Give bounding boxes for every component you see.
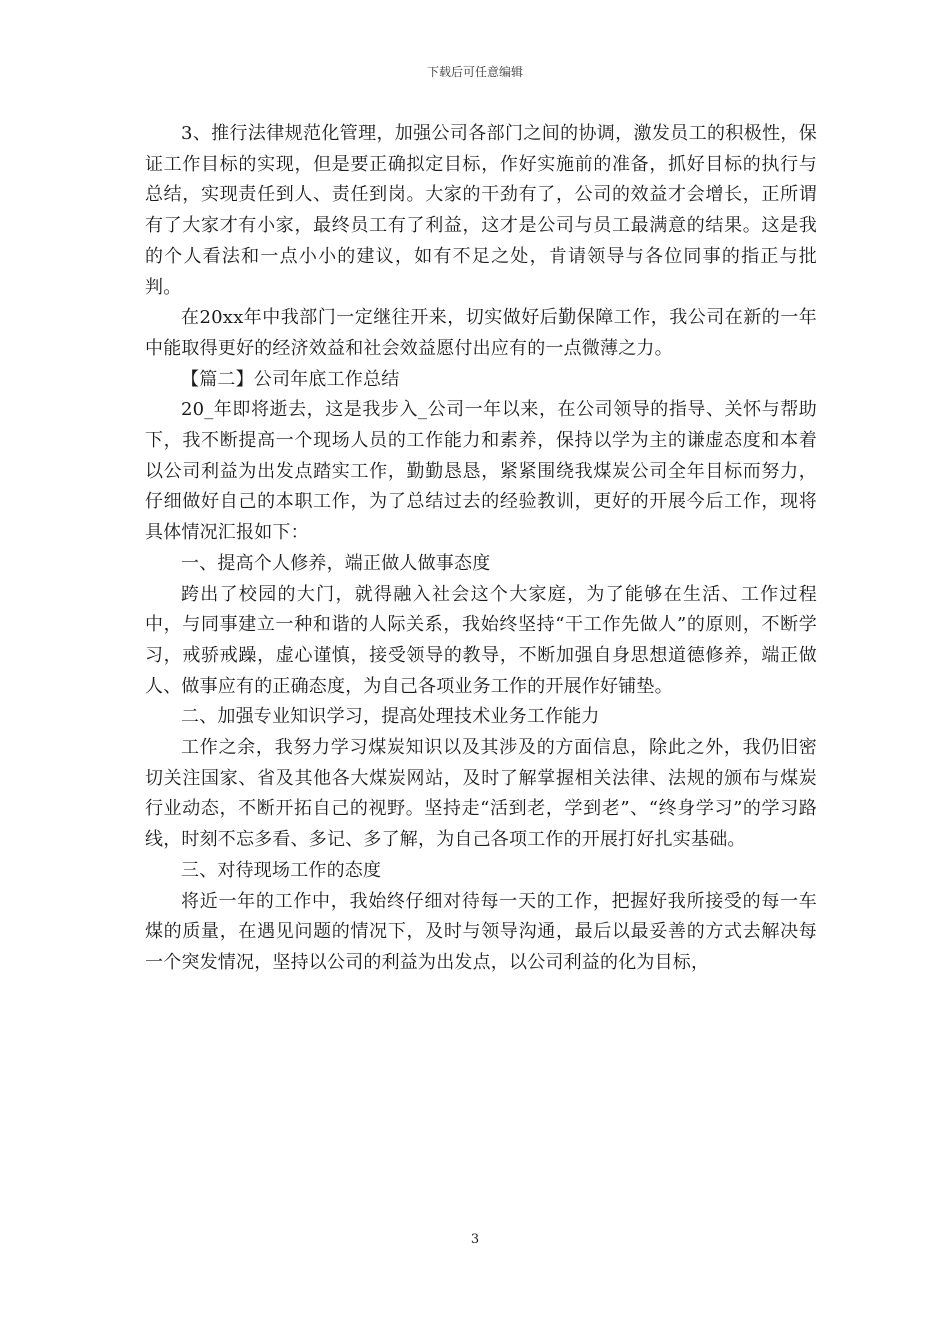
page-header: 下载后可任意编辑 [426,65,523,79]
paragraph-management: 3、推行法律规范化管理，加强公司各部门之间的协调，激发员工的积极性，保证工作目标的实现，但是要正确拟定目标，作好实施前的准备，抓好目标的执行与总结，实现责任到人、责任到岗。大家的干劲有了，公司的效益才会增长，正所谓有了大家才有小家，最终员工有了利益，这才是公司与员工最满意的结果。这是我的个人看法和一点小小的建议，如有不足之处，肯请领导与各位同事的指正与批判。 [145,123,817,298]
paragraph-professional-learning: 工作之余，我努力学习煤炭知识以及其涉及的方面信息，除此之外，我仍旧密切关注国家、省及其他各大煤炭网站，及时了解掌握相关法律、法规的颁布与煤炭行业动态，不断开拓自己的视野。坚持走“活到老，学到老”、“终身学习”的学习路线，时刻不忘多看、多记、多了解，为自己各项工作的开展打好扎实基础。 [145,737,817,851]
section-heading-part-two: 【篇二】公司年底工作总结 [181,368,400,390]
subheading-field-work: 三、对待现场工作的态度 [181,859,382,881]
subheading-professional-learning: 二、加强专业知识学习，提高处理技术业务工作能力 [181,706,600,728]
paragraph-field-work: 将近一年的工作中，我始终仔细对待每一天的工作，把握好我所接受的每一车煤的质量，在遇见问题的情况下，及时与领导沟通，最后以最妥善的方式去解决每一个突发情况，坚持以公司的利益为出发点，以公司利益的化为目标， [145,890,817,973]
paragraph-intro: 20_年即将逝去，这是我步入_公司一年以来，在公司领导的指导、关怀与帮助下，我不断提高一个现场人员的工作能力和素养，保持以学为主的谦虚态度和本着以公司利益为出发点踏实工作，勤勤恳恳，紧紧围绕我煤炭公司全年目标而努力，仔细做好自己的本职工作，为了总结过去的经验教训，更好的开展今后工作，现将具体情况汇报如下： [145,399,817,544]
paragraph-personal-cultivation: 跨出了校园的大门，就得融入社会这个大家庭，为了能够在生活、工作过程中，与同事建立一种和谐的人际关系，我始终坚持“干工作先做人”的原则，不断学习，戒骄戒躁，虚心谨慎，接受领导的教导，不断加强自身思想道德修养，端正做人、做事应有的正确态度，为自己各项业务工作的开展作好铺垫。 [145,583,817,697]
page-number: 3 [470,1232,480,1247]
paragraph-next-year: 在20xx年中我部门一定继往开来，切实做好后勤保障工作，我公司在新的一年中能取得更好的经济效益和社会效益愿付出应有的一点微薄之力。 [145,307,817,359]
document-body [145,119,817,979]
subheading-personal-cultivation: 一、提高个人修养，端正做人做事态度 [181,552,491,574]
